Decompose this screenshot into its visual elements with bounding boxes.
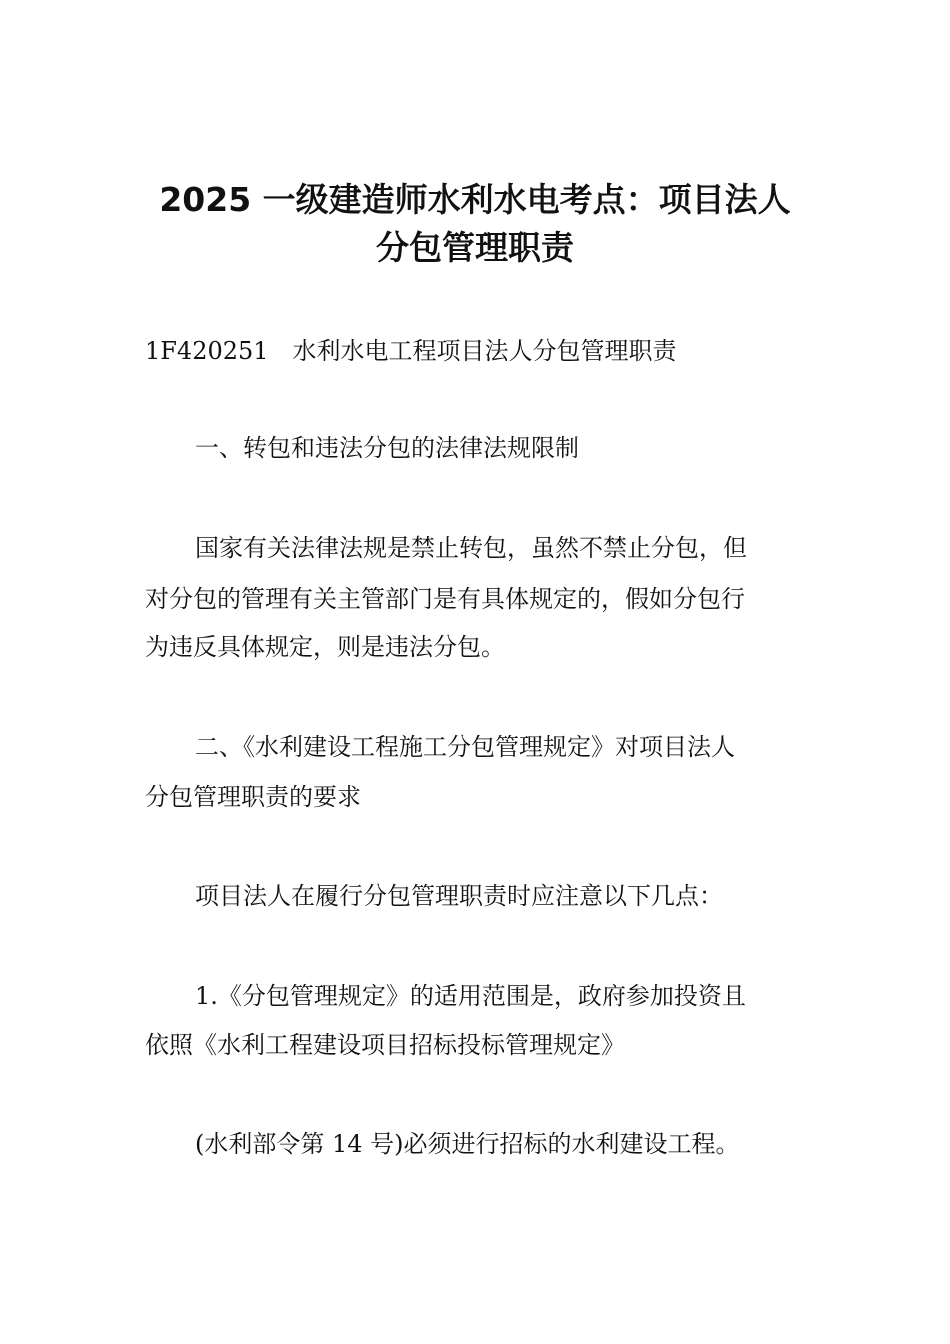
paragraph-2: 项目法人在履行分包管理职责时应注意以下几点： xyxy=(195,882,723,910)
item-1-line-1: 1.《分包管理规定》的适用范围是，政府参加投资且 xyxy=(195,982,746,1010)
document-title-line-1: 2025 一级建造师水利水电考点：项目法人 xyxy=(159,180,791,219)
paragraph-1-line-2: 对分包的管理有关主管部门是有具体规定的，假如分包行 xyxy=(145,585,745,613)
item-1-line-3: (水利部令第 14 号)必须进行招标的水利建设工程。 xyxy=(195,1130,740,1158)
item-1-line-2: 依照《水利工程建设项目招标投标管理规定》 xyxy=(145,1031,625,1059)
section-heading-1: 一、转包和违法分包的法律法规限制 xyxy=(195,434,579,462)
document-title-line-2: 分包管理职责 xyxy=(376,228,574,267)
paragraph-1-line-1: 国家有关法律法规是禁止转包，虽然不禁止分包，但 xyxy=(195,534,747,562)
section-heading-2-line-1: 二、《水利建设工程施工分包管理规定》对项目法人 xyxy=(195,733,735,761)
section-heading-2-line-2: 分包管理职责的要求 xyxy=(145,783,361,811)
section-code-heading: 1F420251 水利水电工程项目法人分包管理职责 xyxy=(145,337,677,365)
paragraph-1-line-3: 为违反具体规定，则是违法分包。 xyxy=(145,633,505,661)
